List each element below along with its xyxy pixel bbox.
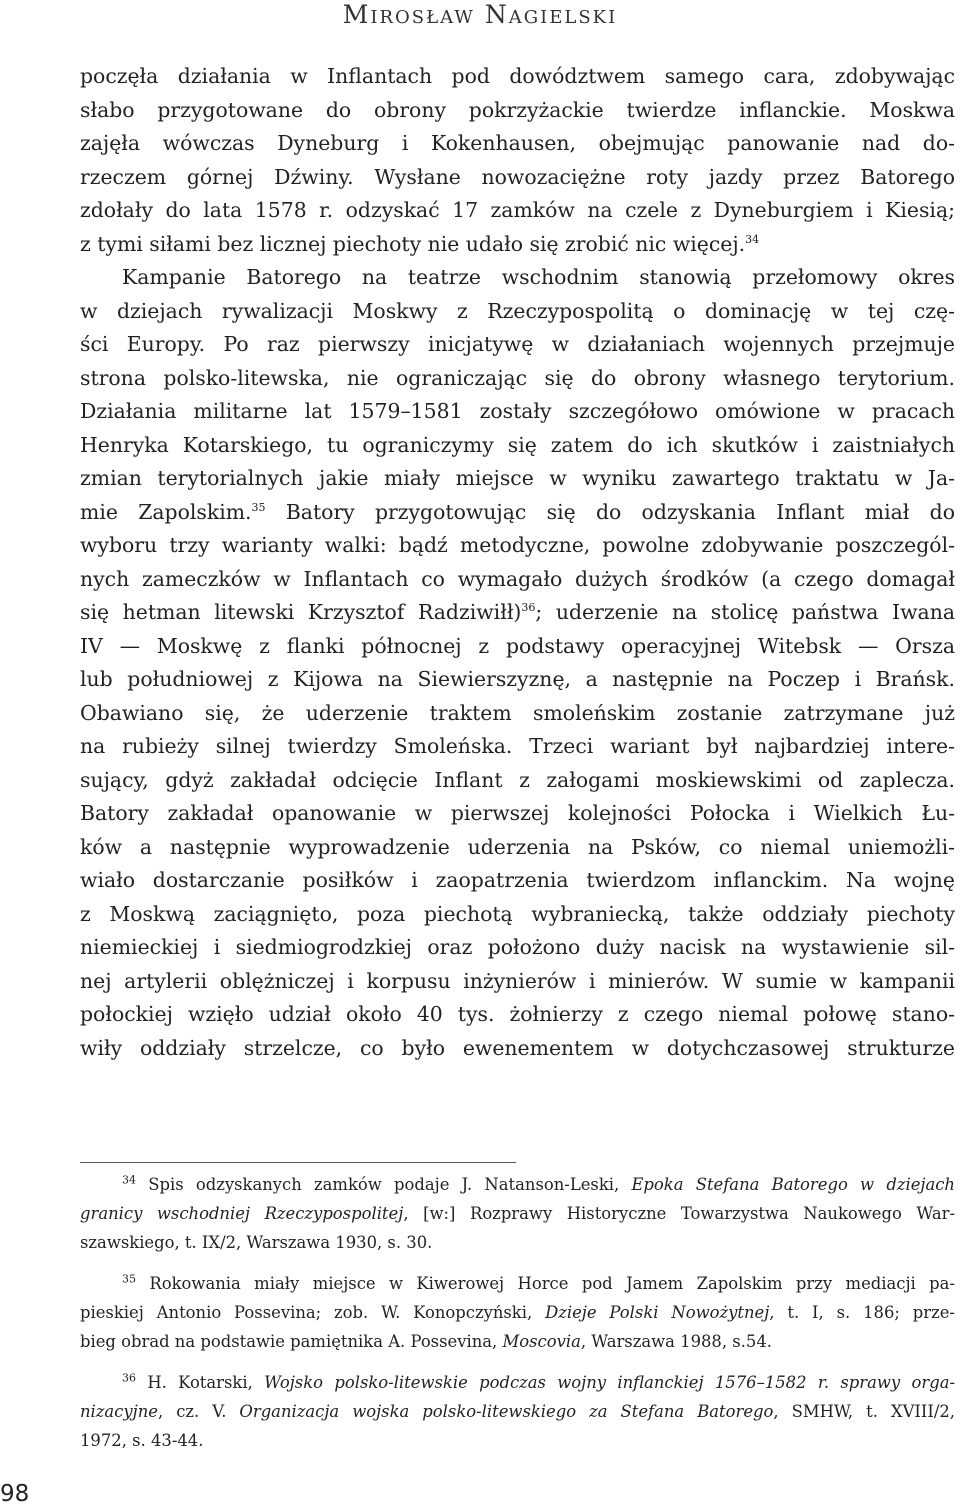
text-segment: ; uderzenie na stolicę państwa Iwana <box>535 600 955 624</box>
footnote-marker-36[interactable]: 36 <box>521 601 536 615</box>
text-line: Henryka Kotarskiego, tu ograniczymy się zatem do ich skutków i zaistniałych <box>80 432 955 457</box>
footnote-divider <box>80 1162 516 1163</box>
text-line: strona polsko-litewska, nie ograniczając się do obrony własnego terytorium. <box>80 365 955 390</box>
text-line: niemieckiej i siedmiogrodzkiej oraz położono duży nacisk na wystawienie sil- <box>80 935 955 959</box>
footnote-number: 36 <box>122 1371 136 1385</box>
running-head: Mirosław Nagielski <box>342 0 618 29</box>
text-line: zdołały do lata 1578 r. odzyskać 17 zamków na czele z Dyneburgiem i Kiesią; <box>80 198 955 222</box>
footnote-line <box>80 1170 955 1199</box>
footnote-title: Wojsko polsko-litewskie podczas wojny inflanckiej 1576–1582 r. sprawy orga- <box>264 1373 955 1392</box>
footnote-text: , [w:] Rozprawy Historyczne Towarzystwa Naukowego War- <box>403 1204 955 1223</box>
footnote-35 <box>80 1269 955 1356</box>
text-line: w dziejach rywalizacji Moskwy z Rzeczypospolitą o dominację w tej czę- <box>80 298 955 323</box>
footnote-text: , cz. V. <box>157 1402 240 1421</box>
footnote-34 <box>80 1170 955 1257</box>
text-line: wyboru trzy warianty walki: bądź metodyczne, powolne zdobywanie poszczegól- <box>80 533 955 557</box>
footnote-text: pieskiej Antonio Possevina; zob. W. Konopczyński, <box>80 1303 546 1322</box>
text-segment: Batory przygotowując się do odzyskania Inflant miał do <box>265 499 955 524</box>
footnote-text: H. Kotarski, <box>136 1373 265 1392</box>
text-line: Kampanie Batorego na teatrze wschodnim stanowią przełomowy okres <box>122 265 955 289</box>
text-line: Batory zakładał opanowanie w pierwszej kolejności Połocka i Wielkich Łu- <box>80 801 955 825</box>
text-line: na rubieży silnej twierdzy Smoleńska. Trzeci wariant był najbardziej intere- <box>80 734 955 758</box>
text-line: zmian terytorialnych jakie miały miejsce w wyniku zawartego traktatu w Ja- <box>80 466 955 490</box>
text-line: wiało dostarczanie posiłków i zaopatrzenia twierdzom inflanckim. Na wojnę <box>80 868 955 892</box>
footnote-title: Organizacja wojska polsko-litewskiego za Stefana Batorego <box>239 1402 774 1421</box>
footnote-line <box>80 1327 955 1356</box>
text-line: Działania militarne lat 1579–1581 zostały szczegółowo omówione w pracach <box>80 399 955 423</box>
text-line: słabo przygotowane do obrony pokrzyżackie twierdze inflanckie. Moskwa <box>80 97 955 122</box>
footnote-line <box>80 1368 955 1397</box>
footnote-text: , Warszawa 1988, s.54. <box>580 1332 772 1351</box>
text-line: lub południowej z Kijowa na Siewierszyznę, a następnie na Poczep i Brańsk. <box>80 667 955 691</box>
text-line: rzeczem górnej Dźwiny. Wysłane nowozaciężne roty jazdy przez Batorego <box>80 164 955 189</box>
text-segment: z tymi siłami bez licznej piechoty nie udało się zrobić nic więcej. <box>80 231 746 256</box>
text-line: ków a następnie wyprowadzenie uderzenia na Psków, co niemal uniemożli- <box>80 834 955 859</box>
text-line: połockiej wzięło udział około 40 tys. żołnierzy z czego niemal połowę stano- <box>80 1002 955 1026</box>
text-line: poczęła działania w Inflantach pod dowództwem samego cara, zdobywając <box>80 64 955 88</box>
footnote-line <box>80 1199 955 1228</box>
footnote-line <box>80 1397 955 1426</box>
footnote-title: Epoka Stefana Batorego w dziejach <box>631 1175 955 1194</box>
text-line: wiły oddziały strzelcze, co było ewenementem w dotychczasowej strukturze <box>80 1035 955 1060</box>
footnote-text: , t. I, s. 186; prze- <box>769 1303 955 1322</box>
footnote-36 <box>80 1368 955 1455</box>
footnotes <box>80 1170 955 1467</box>
text-line <box>80 596 955 630</box>
text-line: sujący, gdyż zakładał odcięcie Inflant z załogami moskiewskimi od zaplecza. <box>80 767 955 792</box>
footnote-text: bieg obrad na podstawie pamiętnika A. Possevina, <box>80 1332 503 1351</box>
text-line: IV — Moskwę z flanki północnej z podstawy operacyjnej Witebsk — Orsza <box>80 633 955 658</box>
text-line: nych zameczków w Inflantach co wymagało dużych środków (a czego domagał <box>80 566 955 591</box>
body-text <box>80 60 955 1065</box>
footnote-text: Rokowania miały miejsce w Kiwerowej Horce pod Jamem Zapolskim przy mediacji pa- <box>136 1274 955 1293</box>
text-line: Obawiano się, że uderzenie traktem smoleńskim zostanie zatrzymane już <box>80 700 955 725</box>
page-number: 98 <box>0 1481 30 1507</box>
footnote-title: granicy wschodniej Rzeczypospolitej <box>80 1204 404 1223</box>
text-segment: się hetman litewski Krzysztof Radziwiłł) <box>80 600 522 624</box>
text-line: ści Europy. Po raz pierwszy inicjatywę w działaniach wojennych przejmuje <box>80 332 955 356</box>
footnote-number: 34 <box>122 1173 136 1187</box>
footnote-title: Moscovia <box>502 1332 581 1351</box>
text-line: nej artylerii oblężniczej i korpusu inżynierów i minierów. W sumie w kampanii <box>80 968 955 993</box>
footnote-text: Spis odzyskanych zamków podaje J. Natanson-Leski, <box>136 1175 632 1194</box>
footnote-title: Dzieje Polski Nowożytnej <box>545 1303 770 1322</box>
footnote-line: szawskiego, t. IX/2, Warszawa 1930, s. 30. <box>80 1233 433 1252</box>
footnote-line <box>80 1269 955 1298</box>
footnote-line <box>80 1298 955 1327</box>
text-line: zajęła wówczas Dyneburg i Kokenhausen, obejmując panowanie nad do- <box>80 131 955 155</box>
footnote-number: 35 <box>122 1272 136 1286</box>
footnote-marker-35[interactable]: 35 <box>251 500 266 514</box>
footnote-text: , SMHW, t. XVIII/2, <box>773 1402 955 1421</box>
text-line <box>80 228 955 262</box>
footnote-marker-34[interactable]: 34 <box>745 232 760 246</box>
footnote-title: nizacyjne <box>80 1402 158 1421</box>
text-line <box>80 496 955 530</box>
text-segment: mie Zapolskim. <box>80 499 252 524</box>
footnote-line: 1972, s. 43-44. <box>80 1431 204 1450</box>
text-line: z Moskwą zaciągnięto, poza piechotą wybraniecką, także oddziały piechoty <box>80 901 955 926</box>
